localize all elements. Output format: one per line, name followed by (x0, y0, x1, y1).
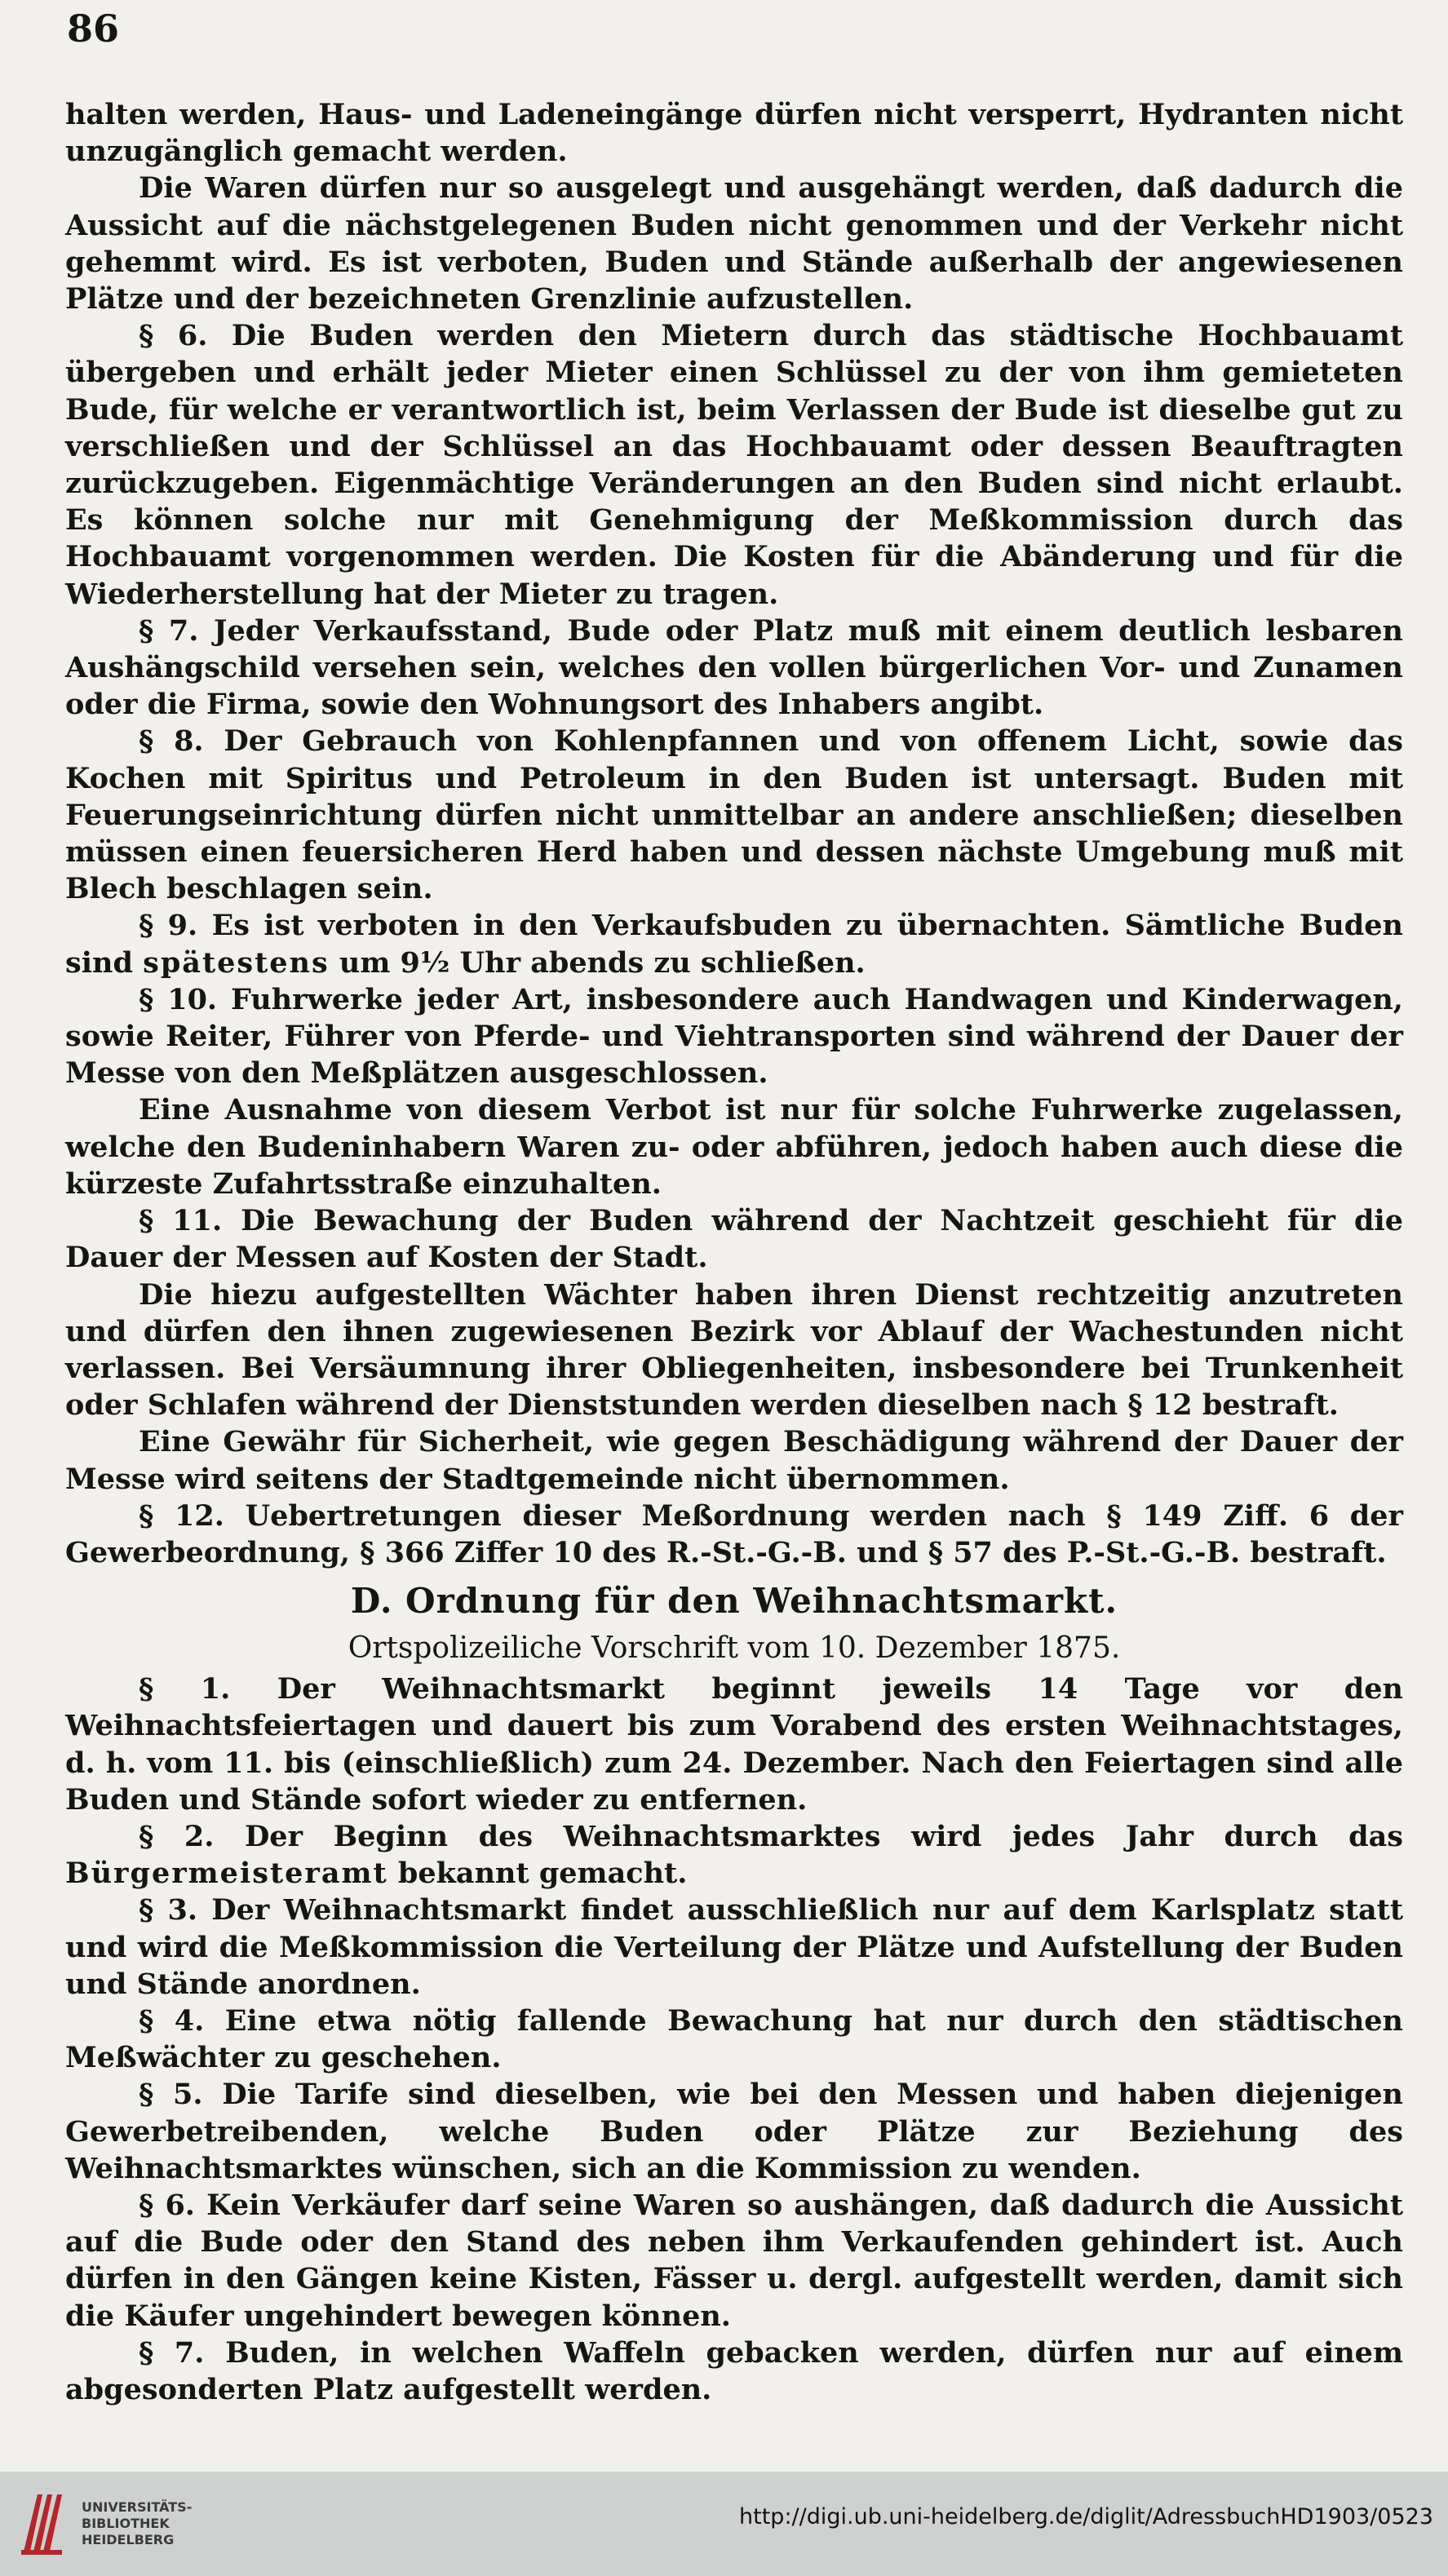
emphasized-text: spätestens (143, 945, 330, 980)
paragraph-section-9 (65, 907, 1403, 980)
paragraph: Die hiezu aufgestellten Wächter haben ihren Dienst rechtzeitig anzutreten und dürfen den ihnen zugewiesenen Bezirk vor Ablauf der Wachestunden nicht verlassen. Bei Versäumnung ihrer Obliegenheiten, insbesondere bei Trunkenheit oder Schlafen während der Dienststunden werden dieselben nach § 12 bestraft. (65, 1277, 1403, 1423)
text-run: § 2. Der Beginn des Weihnachtsmarktes wird jedes Jahr durch das (139, 1819, 1403, 1853)
library-name-line: HEIDELBERG (82, 2532, 175, 2547)
section-subheading: Ortspolizeiliche Vorschrift vom 10. Dezember 1875. (348, 1631, 1121, 1666)
paragraph-section-11: § 11. Die Bewachung der Buden während der Nachtzeit geschieht für die Dauer der Messen auf Kosten der Stadt. (65, 1204, 1403, 1275)
paragraph: Eine Ausnahme von diesem Verbot ist nur für solche Fuhrwerke zugelassen, welche den Budeninhabern Waren zu- oder abführen, jedoch haben auch diese die kürzeste Zufahrtsstraße einzuhalten. (65, 1093, 1403, 1201)
paragraph-section-1: § 1. Der Weihnachtsmarkt beginnt jeweils 14 Tage vor den Weihnachtsfeiertagen und dauert bis zum Vorabend des ersten Weihnachtstages, d. h. vom 11. bis (einschließlich) zum 24. Dezember. Nach den Feiertagen sind alle Buden und Stände sofort wieder zu entfernen. (65, 1672, 1403, 1817)
emphasized-text: Bürgermeisteramt (65, 1857, 388, 1891)
text-run: § 9. Es ist verboten in den Verkaufsbuden zu übernachten. Sämtliche Buden sind (65, 909, 1403, 980)
library-name-line: UNIVERSITÄTS- (82, 2499, 193, 2515)
page-number: 86 (67, 7, 120, 51)
paragraph-section-7: § 7. Buden, in welchen Waffeln gebacken werden, dürfen nur auf einem abgesonderten Platz aufgestellt werden. (65, 2335, 1403, 2406)
section-heading: D. Ordnung für den Weihnachtsmarkt. (350, 1581, 1118, 1622)
paragraph-section-5: § 5. Die Tarife sind dieselben, wie bei den Messen und haben diejenigen Gewerbetreibenden, welche Buden oder Plätze zur Beziehung des Weihnachtsmarktes wünschen, sich an die Kommission zu wenden. (65, 2078, 1403, 2185)
paragraph: halten werden, Haus- und Ladeneingänge dürfen nicht versperrt, Hydranten nicht unzugänglich gemacht werden. (65, 98, 1403, 169)
paragraph-section-7: § 7. Jeder Verkaufsstand, Bude oder Platz muß mit einem deutlich lesbaren Aushängschild versehen sein, welches den vollen bürgerlichen Vor- und Zunamen oder die Firma, sowie den Wohnungsort des Inhabers angibt. (65, 613, 1403, 722)
text-run: um 9½ Uhr abends zu schließen. (339, 945, 866, 980)
footer-bar (0, 2472, 1448, 2576)
text-run: bekannt gemacht. (397, 1857, 688, 1891)
paragraph-section-6: § 6. Kein Verkäufer darf seine Waren so aushängen, daß dadurch die Aussicht auf die Bude oder den Stand des neben ihm Verkaufenden gehindert ist. Auch dürfen in den Gängen keine Kisten, Fässer u. dergl. aufgestellt werden, damit sich die Käufer ungehindert bewegen können. (65, 2188, 1403, 2333)
paragraph: Die Waren dürfen nur so ausgelegt und ausgehängt werden, daß dadurch die Aussicht auf die nächstgelegenen Buden nicht genommen und der Verkehr nicht gehemmt wird. Es ist verboten, Buden und Stände außerhalb der angewiesenen Plätze und der bezeichneten Grenzlinie aufzustellen. (65, 171, 1403, 316)
paragraph-section-2 (65, 1818, 1403, 1892)
page-text (65, 96, 1403, 2408)
paragraph-section-6: § 6. Die Buden werden den Mietern durch das städtische Hochbauamt übergeben und erhält jeder Mieter einen Schlüssel zu der von ihm gemieteten Bude, für welche er verantwortlich ist, beim Verlassen der Bude ist dieselbe gut zu verschließen und der Schlüssel an das Hochbauamt oder dessen Beauftragten zurückzugeben. Eigenmächtige Veränderungen an den Buden sind nicht erlaubt. Es können solche nur mit Genehmigung der Meßkommission durch das Hochbauamt vorgenommen werden. Die Kosten für die Abänderung und für die Wiederherstellung hat der Mieter zu tragen. (65, 319, 1403, 611)
paragraph-section-10: § 10. Fuhrwerke jeder Art, insbesondere auch Handwagen und Kinderwagen, sowie Reiter, Führer von Pferde- und Viehtransporten sind während der Dauer der Messe von den Meßplätzen ausgeschlossen. (65, 982, 1403, 1091)
paragraph-section-12: § 12. Uebertretungen dieser Meßordnung werden nach § 149 Ziff. 6 der Gewerbeordnung, § 366 Ziffer 10 des R.-St.-G.-B. und § 57 des P.-St.-G.-B. bestraft. (65, 1498, 1403, 1569)
paragraph-section-8: § 8. Der Gebrauch von Kohlenpfannen und von offenem Licht, sowie das Kochen mit Spiritus und Petroleum in den Buden ist untersagt. Buden mit Feuerungseinrichtung dürfen nicht unmittelbar an andere anschließen; dieselben müssen einen feuersicheren Herd haben und dessen nächste Umgebung muß mit Blech beschlagen sein. (65, 724, 1403, 906)
paragraph: Eine Gewähr für Sicherheit, wie gegen Beschädigung während der Dauer der Messe wird seitens der Stadtgemeinde nicht übernommen. (65, 1425, 1403, 1496)
library-logo-icon (18, 2490, 65, 2558)
source-url-link[interactable]: http://digi.ub.uni-heidelberg.de/diglit/AdressbuchHD1903/0523 (739, 2504, 1433, 2530)
paragraph-section-3: § 3. Der Weihnachtsmarkt findet ausschließlich nur auf dem Karlsplatz statt und wird die Meßkommission die Verteilung der Plätze und Aufstellung der Buden und Stände anordnen. (65, 1893, 1403, 2001)
paragraph-section-4: § 4. Eine etwa nötig fallende Bewachung hat nur durch den städtischen Meßwächter zu geschehen. (65, 2003, 1403, 2075)
library-name-line: BIBLIOTHEK (82, 2516, 170, 2531)
library-name (82, 2499, 192, 2548)
